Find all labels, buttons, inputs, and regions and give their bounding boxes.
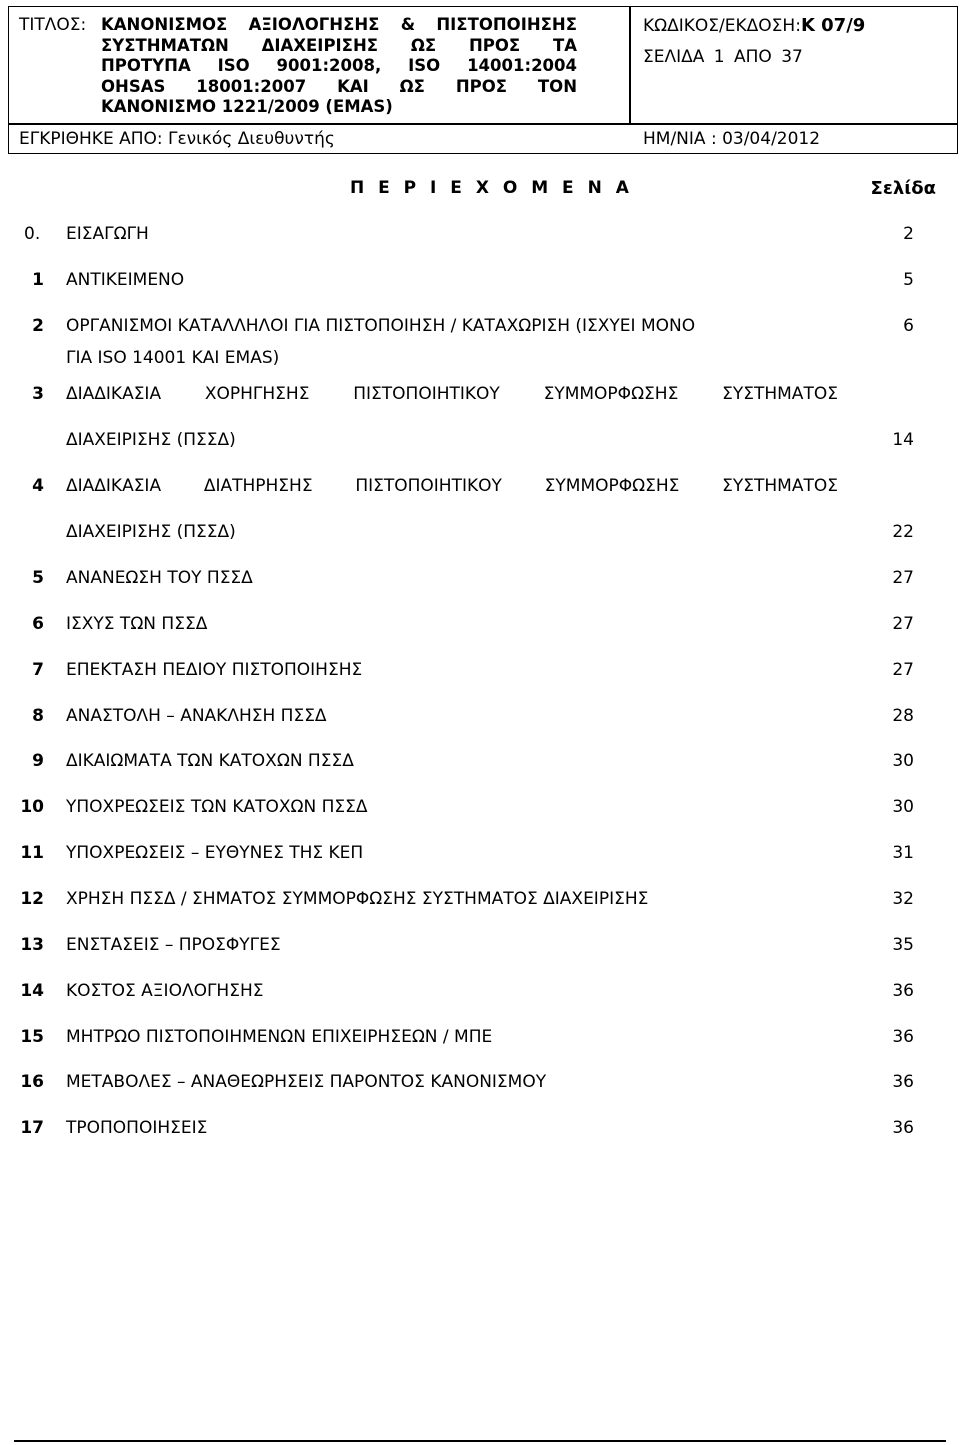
toc-entry-label: ΔΙΚΑΙΩΜΑΤΑ ΤΩΝ ΚΑΤΟΧΩΝ ΠΣΣΔ — [66, 751, 354, 771]
toc-entry-label: ΕΠΕΚΤΑΣΗ ΠΕΔΙΟΥ ΠΙΣΤΟΠΟΙΗΣΗΣ — [66, 660, 363, 680]
toc-entry-number: 0. — [24, 224, 41, 244]
toc-entry-label: ΕΝΣΤΑΣΕΙΣ – ΠΡΟΣΦΥΓΕΣ — [66, 935, 281, 955]
toc-entry-page: 27 — [892, 660, 914, 680]
toc-entry-number: 14 — [20, 981, 44, 1001]
toc-entry-page: 36 — [892, 1072, 914, 1092]
toc-entry-number: 4 — [32, 476, 44, 496]
toc-entry-label: ΙΣΧΥΣ ΤΩΝ ΠΣΣΔ — [66, 614, 208, 634]
toc-entry-label: ΤΡΟΠΟΠΟΙΗΣΕΙΣ — [66, 1118, 208, 1138]
toc-entry-label: ΕΙΣΑΓΩΓΗ — [66, 224, 149, 244]
toc-entry-number: 2 — [32, 316, 44, 336]
toc-entry-number: 3 — [32, 384, 44, 404]
toc-entry-number: 7 — [32, 660, 44, 680]
toc-page-column-header: Σελίδα — [870, 178, 936, 199]
toc-entry-label: ΔΙΑΔΙΚΑΣΙΑ ΔΙΑΤΗΡΗΣΗΣ ΠΙΣΤΟΠΟΙΗΤΙΚΟΥ ΣΥΜΜΟΡΦΩΣΗΣ ΣΥΣΤΗΜΑΤΟΣ — [66, 476, 838, 496]
toc-entry-page: 36 — [892, 1118, 914, 1138]
toc-entry-page: 32 — [892, 889, 914, 909]
toc-entry-number: 13 — [20, 935, 44, 955]
footer-rule — [14, 1440, 946, 1442]
toc-entry-number: 8 — [32, 706, 44, 726]
toc-entry-label: ΧΡΗΣΗ ΠΣΣΔ / ΣΗΜΑΤΟΣ ΣΥΜΜΟΡΦΩΣΗΣ ΣΥΣΤΗΜΑΤΟΣ ΔΙΑΧΕΙΡΙΣΗΣ — [66, 889, 649, 909]
toc-entry-page: 36 — [892, 1027, 914, 1047]
document-header — [8, 6, 958, 154]
toc-entry-label: ΑΝΑΣΤΟΛΗ – ΑΝΑΚΛΗΣΗ ΠΣΣΔ — [66, 706, 327, 726]
toc-entry-label-continued: ΔΙΑΧΕΙΡΙΣΗΣ (ΠΣΣΔ) — [66, 522, 236, 542]
toc-entry-label: ΚΟΣΤΟΣ ΑΞΙΟΛΟΓΗΣΗΣ — [66, 981, 264, 1001]
toc-entry-number: 9 — [32, 751, 44, 771]
toc-entry-label: ΔΙΑΔΙΚΑΣΙΑ ΧΟΡΗΓΗΣΗΣ ΠΙΣΤΟΠΟΙΗΤΙΚΟΥ ΣΥΜΜΟΡΦΩΣΗΣ ΣΥΣΤΗΜΑΤΟΣ — [66, 384, 838, 404]
approved-by: ΕΓΚΡΙΘΗΚΕ ΑΠΟ: Γενικός Διευθυντής — [19, 129, 335, 149]
toc-entry-page: 2 — [903, 224, 914, 244]
toc-entry-label-continued: ΓΙΑ ISO 14001 ΚΑΙ EMAS) — [66, 348, 280, 368]
toc-entry-page: 27 — [892, 568, 914, 588]
title-line: ΚΑΝΟΝΙΣΜΟΣ ΑΞΙΟΛΟΓΗΣΗΣ & ΠΙΣΤΟΠΟΙΗΣΗΣ — [101, 15, 577, 34]
toc-entry-number: 1 — [32, 270, 44, 290]
toc-entry-label: ΥΠΟΧΡΕΩΣΕΙΣ ΤΩΝ ΚΑΤΟΧΩΝ ΠΣΣΔ — [66, 797, 368, 817]
toc-entry-page: 6 — [903, 316, 914, 336]
toc-entry-number: 10 — [20, 797, 44, 817]
toc-entry-number: 6 — [32, 614, 44, 634]
toc-entry-page: 30 — [892, 797, 914, 817]
toc-entry-label: ΟΡΓΑΝΙΣΜΟΙ ΚΑΤΑΛΛΗΛΟΙ ΓΙΑ ΠΙΣΤΟΠΟΙΗΣΗ / ΚΑΤΑΧΩΡΙΣΗ (ΙΣΧΥΕΙ ΜΟΝΟ — [66, 316, 696, 336]
toc-entry-number: 5 — [32, 568, 44, 588]
toc-entry-page: 36 — [892, 981, 914, 1001]
toc-entry-label: ΥΠΟΧΡΕΩΣΕΙΣ – ΕΥΘΥΝΕΣ ΤΗΣ ΚΕΠ — [66, 843, 364, 863]
toc-entry-number: 15 — [20, 1027, 44, 1047]
toc-entry-page: 28 — [892, 706, 914, 726]
header-divider-vertical — [629, 7, 631, 123]
toc-entry-number: 11 — [20, 843, 44, 863]
toc-entry-page: 31 — [892, 843, 914, 863]
toc-entry-page: 14 — [892, 430, 914, 450]
code-value: Κ 07/9 — [800, 15, 866, 36]
toc-entry-number: 17 — [20, 1118, 44, 1138]
toc-entry-page: 5 — [903, 270, 914, 290]
code-label: ΚΩΔΙΚΟΣ/ΕΚΔΟΣΗ: — [643, 16, 801, 36]
page-info: ΣΕΛΙΔΑ 1 ΑΠΟ 37 — [643, 47, 803, 67]
toc-entry-page: 30 — [892, 751, 914, 771]
toc-entry-number: 12 — [20, 889, 44, 909]
toc-entry-label: ΑΝΤΙΚΕΙΜΕΝΟ — [66, 270, 185, 290]
title-line: ΠΡΟΤΥΠΑ ISO 9001:2008, ISO 14001:2004 — [101, 56, 577, 75]
toc-entry-page: 35 — [892, 935, 914, 955]
toc-entry-number: 16 — [20, 1072, 44, 1092]
title-label: ΤΙΤΛΟΣ: — [19, 15, 87, 35]
toc-entry-label-continued: ΔΙΑΧΕΙΡΙΣΗΣ (ΠΣΣΔ) — [66, 430, 236, 450]
toc-entry-page: 22 — [892, 522, 914, 542]
toc-title: Π Ε Ρ Ι Ε Χ Ο Μ Ε Ν Α — [350, 178, 633, 198]
toc-entry-page: 27 — [892, 614, 914, 634]
document-code — [643, 15, 865, 36]
document-date: ΗΜ/ΝΙΑ : 03/04/2012 — [643, 129, 821, 149]
title-line: ΚΑΝΟΝΙΣΜΟ 1221/2009 (EMAS) — [101, 97, 393, 116]
toc-entry-label: ΑΝΑΝΕΩΣΗ ΤΟΥ ΠΣΣΔ — [66, 568, 253, 588]
title-line: OHSAS 18001:2007 ΚΑΙ ΩΣ ΠΡΟΣ ΤΟΝ — [101, 76, 577, 96]
document-title — [101, 15, 577, 118]
toc-entry-label: ΜΕΤΑΒΟΛΕΣ – ΑΝΑΘΕΩΡΗΣΕΙΣ ΠΑΡΟΝΤΟΣ ΚΑΝΟΝΙΣΜΟΥ — [66, 1072, 547, 1092]
toc-entry-label: ΜΗΤΡΩΟ ΠΙΣΤΟΠΟΙΗΜΕΝΩΝ ΕΠΙΧΕΙΡΗΣΕΩΝ / ΜΠΕ — [66, 1027, 493, 1047]
header-divider-horizontal — [9, 123, 957, 125]
title-line: ΣΥΣΤΗΜΑΤΩΝ ΔΙΑΧΕΙΡΙΣΗΣ ΩΣ ΠΡΟΣ ΤΑ — [101, 35, 577, 55]
